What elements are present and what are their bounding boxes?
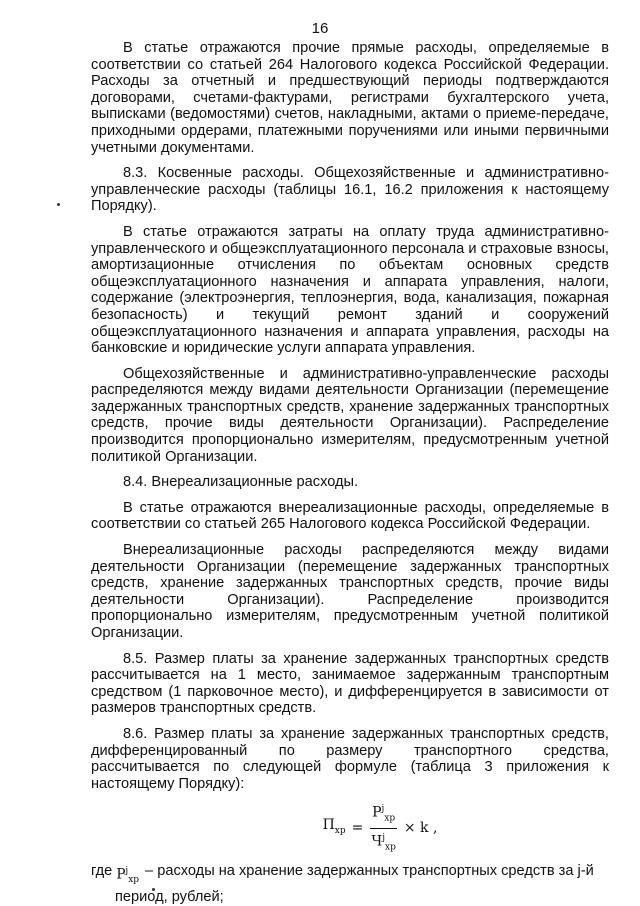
legend-text: – расходы на хранение задержанных транспортных средств за j-й xyxy=(145,863,594,880)
paragraph: 8.5. Размер платы за хранение задержанных транспортных средств рассчитывается на 1 место, занимаемое задержанным транспортным средством (1 парковочное место), и дифференцируется в зависимости от размеров транспортных средств. xyxy=(91,650,609,717)
paragraph: Общехозяйственные и административно-управленческие расходы распределяются между видами деятельности Организации (перемещение задержанных транспортных средств, хранение задержанных транспортных средств, прочие виды деятельности Организации). Распределение производится пропорционально измерителям, предусмотренным учетной политикой Организации. xyxy=(91,365,609,465)
page-number: 16 xyxy=(311,20,329,37)
formula-lhs: $П_{хр}$ xyxy=(322,817,346,836)
formula-denominator: $Ч^j_{хр}$ xyxy=(371,832,396,853)
legend-continuation: период, рублей; xyxy=(115,889,224,906)
paragraph: В статье отражаются прочие прямые расходы, определяемые в соответствии со статьей 264 Налогового кодекса Российской Федерации. Расходы за отчетный и предшествующий периоды подтверждаются договорами, счетами-фактурами, регистрами бухгалтерского учета, выписками (ведомостями) счетов, накладными, актами о приеме-передаче, приходными ордерами, платежными поручениями или иными первичными учетными документами. xyxy=(91,40,609,156)
legend-symbol: $Р^j_{хр}$ xyxy=(116,866,140,886)
formula-equals: = xyxy=(351,820,364,836)
paragraph: 8.4. Внереализационные расходы. xyxy=(123,474,359,491)
formula-fraction xyxy=(369,801,397,855)
paragraph: В статье отражаются внереализационные расходы, определяемые в соответствии со статьей 265 Налогового кодекса Российской Федерации. xyxy=(91,499,609,533)
scan-mark xyxy=(57,203,60,206)
paragraph: 8.6. Размер платы за хранение задержанных транспортных средств, дифференцированный по размеру транспортного средства, рассчитывается по следующей формуле (таблица 3 приложения к настоящему Порядку): xyxy=(91,725,609,792)
formula-legend xyxy=(91,863,609,889)
paragraph: 8.3. Косвенные расходы. Общехозяйственные и административно-управленческие расходы (таблицы 16.1, 16.2 приложения к настоящему Порядку). xyxy=(91,165,609,215)
legend-label: где xyxy=(91,863,113,880)
formula-numerator: $Р^j_{хр}$ xyxy=(370,801,397,828)
document-body xyxy=(91,40,609,906)
formula xyxy=(151,801,609,855)
formula-tail: × k , xyxy=(403,820,438,836)
paragraph: Внереализационные расходы распределяются между видами деятельности Организации (перемещение задержанных транспортных средств, хранение задержанных транспортных средств, прочие виды деятельности Организации). Распределение производится пропорционально измерителям, предусмотренным учетной политикой Организации. xyxy=(91,542,609,641)
paragraph: В статье отражаются затраты на оплату труда административно-управленческого и общеэксплуатационного персонала и страховые взносы, амортизационные отчисления по объектам основных средств общеэксплуатационного назначения и аппарата управления, налоги, содержание (электроэнергия, теплоэнергия, вода, канализация, пожарная безопасность) и текущий ремонт зданий и сооружений общеэксплуатационного назначения и аппарата управления, расходы на банковские и юридические услуги аппарата управления. xyxy=(91,223,609,357)
